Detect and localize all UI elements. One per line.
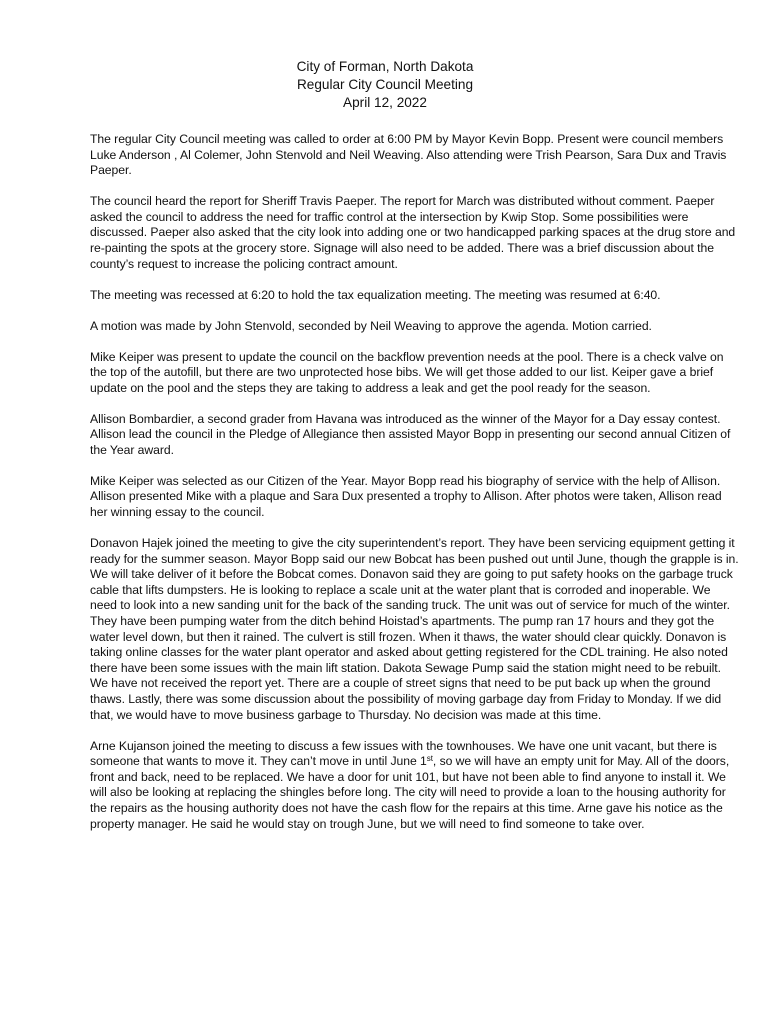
paragraph-agenda-motion: A motion was made by John Stenvold, seconded by Neil Weaving to approve the agenda. Motion carried. — [90, 318, 652, 333]
townhouses-text-end: , so we will have an empty unit for May. All of the doors, front and back, need to be replaced. We have a door for unit 101, but have not been able to find anyone to install it. We will also be looking at replacing the shingles before long. The city will need to provide a loan to the housing authority for the repairs as the housing authority does not have the cash flow for the repairs at this time. Arne gave his notice as the property manager. He said he would stay on trough June, but we will need to find someone to take over. — [90, 754, 730, 831]
paragraph-townhouses — [90, 739, 740, 833]
paragraph-mayor-for-a-day: Allison Bombardier, a second grader from Havana was introduced as the winner of the Mayor for a Day essay contest. Allison lead the council in the Pledge of Allegiance then assisted Mayor Bopp in presenting our second annual Citizen of the Year award. — [90, 411, 731, 457]
paragraph-superintendent-report: Donavon Hajek joined the meeting to give the city superintendent’s report. They have been servicing equipment getting it ready for the summer season. Mayor Bopp said our new Bobcat has been pushed out until June, though the grapple is in. We will take deliver of it before the Bobcat comes. Donavon said they are going to put safety hooks on the garbage truck cable that lifts dumpsters. He is looking to replace a scale unit at the water plant that is corroded and inoperable. We need to look into a new sanding unit for the back of the sanding truck. The unit was out of service for much of the winter. They have been pumping water from the ditch behind Hoistad’s apartments. The pump ran 17 hours and they got the water level down, but then it rained. The culvert is still frozen. When it thaws, the water should clear quickly. Donavon is taking online classes for the water plant operator and asked about getting registered for the CDL training. He also noted there have been some issues with the main lift station. Dakota Sewage Pump said the station might need to be rebuilt. We have not received the report yet. There are a couple of street signs that need to be put back up when the ground thaws. Lastly, there was some discussion about the possibility of moving garbage day from Friday to Monday. If we did that, we would have to move business garbage to Thursday. No decision was made at this time. — [90, 536, 739, 722]
paragraph-citizen-of-year: Mike Keiper was selected as our Citizen of the Year. Mayor Bopp read his biography of service with the help of Allison. Allison presented Mike with a plaque and Sara Dux presented a trophy to Allison. After photos were taken, Allison read her winning essay to the council. — [90, 473, 722, 520]
header-city: City of Forman, North Dakota — [296, 59, 474, 74]
header-meeting-type: Regular City Council Meeting — [296, 77, 474, 92]
header-date: April 12, 2022 — [343, 95, 427, 110]
paragraph-pool-backflow: Mike Keiper was present to update the council on the backflow prevention needs at the pool. There is a check valve on the top of the autofill, but there are two unprotected hose bibs. We will get those added to our list. Keiper gave a brief update on the pool and the steps they are taking to address a leak and get the pool ready for the season. — [90, 349, 724, 395]
paragraph-call-to-order: The regular City Council meeting was called to order at 6:00 PM by Mayor Kevin Bopp. Present were council members Luke Anderson , Al Colemer, John Stenvold and Neil Weaving. Also attending were Trish Pearson, Sara Dux and Travis Paeper. — [90, 132, 727, 178]
document-body — [90, 132, 740, 847]
townhouses-text-start: Arne Kujanson joined the meeting to discuss a few issues with the townhouses. We have one unit vacant, but there is someone that wants to move it. They can’t move in until June 1 — [90, 738, 717, 769]
paragraph-sheriff-report: The council heard the report for Sheriff Travis Paeper. The report for March was distributed without comment. Paeper asked the council to address the need for traffic control at the intersection by Kwip Stop. Some possibilities were discussed. Paeper also asked that the city look into adding one or two handicapped parking spaces at the drug store and re-painting the spots at the grocery store. Signage will also need to be added. There was a brief discussion about the county’s request to increase the policing contract amount. — [90, 194, 736, 271]
document-header — [0, 58, 770, 112]
ordinal-superscript: st — [426, 754, 433, 764]
paragraph-recess: The meeting was recessed at 6:20 to hold the tax equalization meeting. The meeting was resumed at 6:40. — [90, 287, 661, 302]
